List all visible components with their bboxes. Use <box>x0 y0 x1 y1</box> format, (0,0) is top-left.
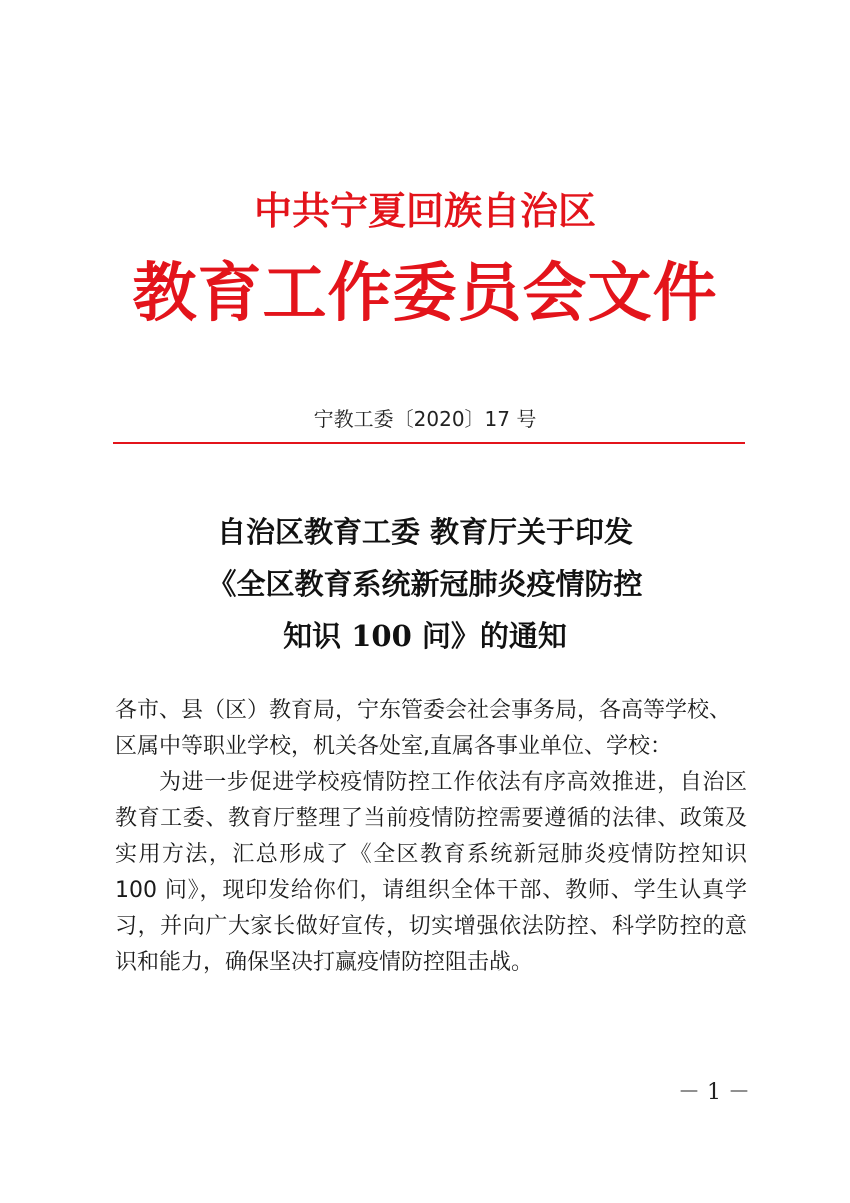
document-title <box>0 506 850 662</box>
issuer-name-line1: 中共宁夏回族自治区 <box>253 188 596 233</box>
title-line-1: 自治区教育工委 教育厅关于印发 <box>216 515 634 549</box>
red-separator-rule <box>113 442 745 444</box>
title-line-3: 知识 100 问》的通知 <box>283 619 567 653</box>
page-number: － 1 － <box>678 1080 750 1105</box>
title-line-2: 《全区教育系统新冠肺炎疫情防控 <box>207 567 643 601</box>
addressee-block <box>115 693 747 765</box>
body-paragraph: 为进一步促进学校疫情防控工作依法有序高效推进，自治区教育工委、教育厅整理了当前疫情防控需要遵循的法律、政策及实用方法，汇总形成了《全区教育系统新冠肺炎疫情防控知识100 问》，现印发给你们，请组织全体干部、教师、学生认真学习，并向广大家长做好宣传，切实增强依法防控、科学防控的意识和能力，确保坚决打赢疫情防控阻击战。 <box>115 770 747 975</box>
addressee-line-2: 区属中等职业学校，机关各处室,直属各事业单位、学校： <box>115 734 672 759</box>
addressee-line-1: 各市、县（区）教育局，宁东管委会社会事务局，各高等学校、 <box>115 698 732 723</box>
issuer-name-line2: 教育工作委员会文件 <box>132 256 718 331</box>
document-number: 宁教工委〔2020〕17 号 <box>313 407 537 431</box>
document-body <box>115 693 747 981</box>
